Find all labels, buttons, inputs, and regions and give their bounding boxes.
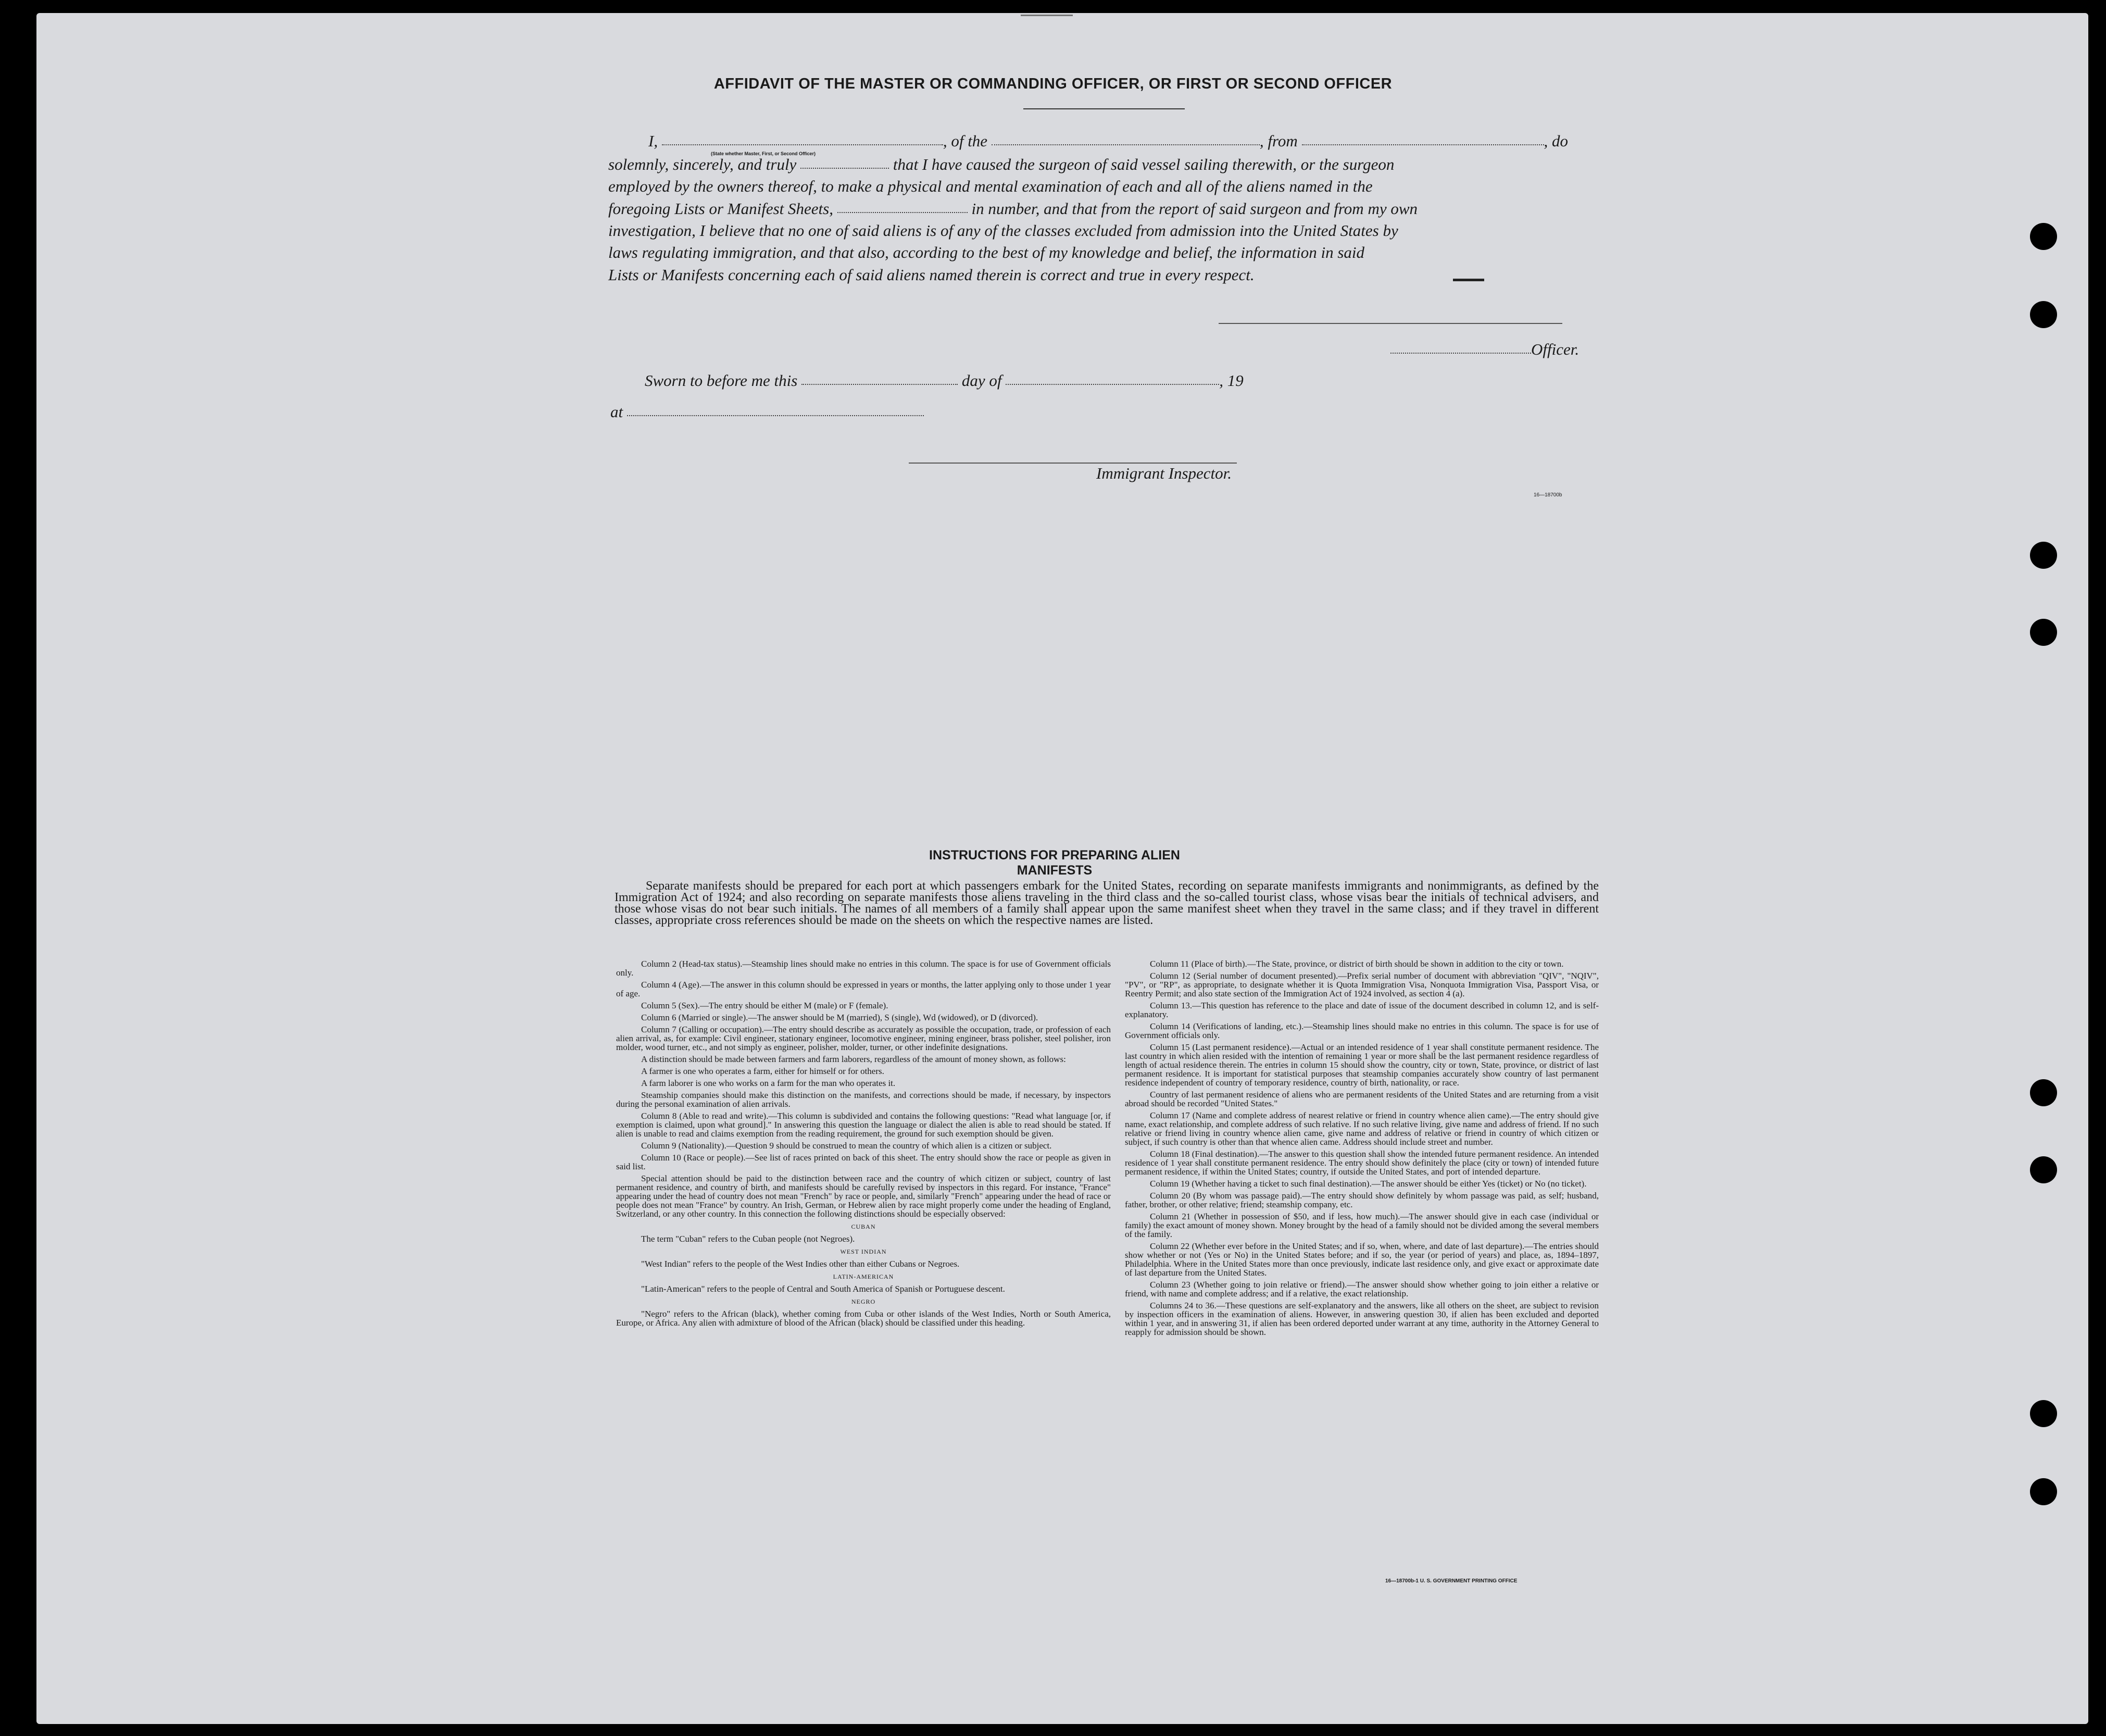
right-paragraph: Country of last permanent residence of aliens who are permanent residents of the United States and are returning from a visit abroad should be recorded "United States." <box>1125 1090 1599 1108</box>
left-paragraph: Column 8 (Able to read and write).—This column is subdivided and contains the following questions: "Read what language [or, if exemption is claimed, upon what ground]." In answering this question the language or dialect the alien is able to read should be stated. If alien is unable to read and claims exemption from the reading requirement, the ground for such exemption should be given. <box>616 1111 1111 1139</box>
instructions-right-column <box>1125 959 1599 1340</box>
left-paragraph: Column 5 (Sex).—The entry should be either M (male) or F (female). <box>641 1001 888 1010</box>
right-paragraph: Column 21 (Whether in possession of $50, and if less, how much).—The answer should give in each case (individual or family) the exact amount of money shown. Money brought by the head of a family should not be divided among the several members of the family. <box>1125 1212 1599 1239</box>
right-paragraph: Column 22 (Whether ever before in the United States; and if so, when, where, and date of last departure).—The entries should show whether or not (Yes or No) in the United States before; and if so, the year (or period of years) and place, as, 1894–1897, Philadelphia. Where in the United States more than once previously, indicate last residence only, and give exact or approximate date of last departure from the United States. <box>1125 1241 1599 1278</box>
right-paragraph: Columns 24 to 36.—These questions are self-explanatory and the answers, like all others on the sheet, are subject to revision by inspection officers in the examination of aliens. However, in answering question 30, if alien has been excluded and deported within 1 year, and in answering 31, if alien has been ordered deported under warrant at any time, authority in the Attorney General to reapply for admission should be shown. <box>1125 1301 1599 1337</box>
printing-office-footer: 16—18700b-1 U. S. GOVERNMENT PRINTING OFFICE <box>1385 1578 1518 1584</box>
instructions-intro: Separate manifests should be prepared for each port at which passengers embark for the United States, recording on separate manifests immigrants and nonimmigrants, as defined by the Immigration Act of 1924; and also recording on separate manifests those aliens traveling in the third class and the so-called tourist class, whose visas bear the initials of technical advisers, and those whose visas do not bear such initials. The names of all members of a family shall appear upon the same manifest sheet when they travel in the same class; and if they travel in different classes, appropriate cross references should be made on the sheets on which the respective names are listed. <box>615 879 1599 927</box>
west-indian-text: "West Indian" refers to the people of the West Indies other than either Cubans or Negroes. <box>641 1259 960 1269</box>
right-paragraph: Column 19 (Whether having a ticket to such final destination).—The answer should be either Yes (ticket) or No (no ticket). <box>1150 1179 1587 1189</box>
from-label: , from <box>1259 132 1298 150</box>
left-paragraph: Column 6 (Married or single).—The answer should be M (married), S (single), Wd (widowed), or D (divorced). <box>641 1013 1038 1022</box>
officer-signature <box>1390 341 1579 357</box>
affidavit-line-3: employed by the owners thereof, to make a physical and mental examination of each and all of the aliens named in the <box>608 177 1373 195</box>
instructions-left-column <box>616 959 1111 1330</box>
right-paragraph: Column 11 (Place of birth).—The State, province, or district of birth should be shown in addition to the city or town. <box>1150 959 1564 969</box>
binder-hole <box>2030 1478 2057 1505</box>
negro-text: "Negro" refers to the African (black), whether coming from Cuba or other islands of the West Indies, North or South America, Europe, or Africa. Any alien with admixture of blood of the African (black) should be classified under this heading. <box>616 1309 1111 1328</box>
affidavit-title: AFFIDAVIT OF THE MASTER OR COMMANDING OFFICER, OR FIRST OR SECOND OFFICER <box>713 76 1393 92</box>
negro-heading: NEGRO <box>851 1298 876 1305</box>
binder-hole <box>2030 542 2057 569</box>
right-paragraph: Column 18 (Final destination).—The answer to this question shall show the intended future permanent residence. An intended residence of 1 year shall constitute permanent residence. The entry should show definitely the place (city or town) of intended future permanent residence, if within the United States; country, if outside the United States, and port of intended departure. <box>1125 1149 1599 1177</box>
at-place-field[interactable] <box>627 415 924 416</box>
left-paragraph: Special attention should be paid to the distinction between race and the country of which citizen or subject, country of last permanent residence, and country of birth, and manifests should be carefully revised by inspectors in this regard. For instance, "France" appearing under the head of country does not mean "French" by race or people, and, similarly "French" appearing under the head of race or people does not mean "France" by country. An Irish, German, or Hebrew alien by race might properly come under the heading of England, Switzerland, or any other country. In this connection the following distinctions should be especially observed: <box>616 1173 1111 1219</box>
affidavit-line-4 <box>608 201 1418 217</box>
right-paragraph: Column 12 (Serial number of document presented).—Prefix serial number of document with abbreviation "QIV", "NQIV", "PV", or "RP", as appropriate, to designate whether it is Quota Immigration Visa, Nonquota Immigration Visa, Passport Visa, or Reentry Permit; and also state section of the Immigration Act of 1924 involved, as section 4 (a). <box>1125 971 1599 998</box>
left-paragraph: Column 7 (Calling or occupation).—The entry should describe as accurately as possible the occupation, trade, or profession of each alien arrival, as, for example: Civil engineer, stationary engineer, locomotive engineer, mining engineer, brass polisher, steel polisher, iron molder, wood turner, etc., and not simply as engineer, polisher, molder, turner, or other indefinite designations. <box>616 1025 1111 1052</box>
left-paragraph: Steamship companies should make this distinction on the manifests, and corrections should be made, if necessary, by inspectors during the personal examination of alien arrivals. <box>616 1090 1111 1109</box>
left-paragraph: Column 4 (Age).—The answer in this column should be expressed in years or months, the latter applying only to those under 1 year of age. <box>616 980 1111 998</box>
instructions-title: INSTRUCTIONS FOR PREPARING ALIEN MANIFESTS <box>929 848 1180 878</box>
binder-hole <box>2030 223 2057 250</box>
sworn-label: Sworn to before me this <box>645 371 798 390</box>
line2-start: solemnly, sincerely, and truly <box>608 155 797 173</box>
officer-signature-field[interactable] <box>1390 353 1531 354</box>
edge-mark <box>0 396 18 448</box>
binder-hole <box>2030 1079 2057 1106</box>
sworn-month-field[interactable] <box>1006 384 1219 385</box>
at-line <box>610 404 924 420</box>
line4-start: foregoing Lists or Manifest Sheets, <box>608 199 833 218</box>
from-port-field[interactable] <box>1302 144 1544 145</box>
right-paragraph: Column 14 (Verifications of landing, etc.).—Steamship lines should make no entries in this column. The space is for use of Government officials only. <box>1125 1021 1599 1040</box>
officer-label: Officer. <box>1531 340 1580 358</box>
left-paragraph: Column 2 (Head-tax status).—Steamship lines should make no entries in this column. The space is for use of Government officials only. <box>616 959 1111 978</box>
affidavit-line-6: laws regulating immigration, and that also, according to the best of my knowledge and belief, the information in said <box>608 243 1365 261</box>
binder-hole <box>2030 301 2057 328</box>
line2-rest: that I have caused the surgeon of said vessel sailing therewith, or the surgeon <box>893 155 1395 173</box>
west-indian-heading: WEST INDIAN <box>840 1248 887 1255</box>
binder-hole <box>2030 1400 2057 1427</box>
pen-mark <box>1453 279 1484 281</box>
cuban-heading: CUBAN <box>851 1223 876 1230</box>
of-the-label: , of the <box>943 132 988 150</box>
right-paragraph: Column 23 (Whether going to join relative or friend).—The answer should show whether going to join either a relative or friend, with name and complete address; and if a relative, the exact relationship. <box>1125 1280 1599 1298</box>
left-paragraph: Column 9 (Nationality).—Question 9 should be construed to mean the country of which alien is a citizen or subject. <box>641 1141 1052 1151</box>
at-label: at <box>610 403 623 421</box>
day-of-label: day of <box>961 371 1002 390</box>
right-paragraph: Column 13.—This question has reference to the place and date of issue of the document described in column 12, and is self-explanatory. <box>1125 1001 1599 1019</box>
line4-rest: in number, and that from the report of said surgeon and from my own <box>971 199 1418 218</box>
affidavit-line-1 <box>648 133 1568 149</box>
vessel-name-field[interactable] <box>992 144 1260 145</box>
cuban-text: The term "Cuban" refers to the Cuban people (not Negroes). <box>641 1234 855 1244</box>
right-paragraph: Column 17 (Name and complete address of nearest relative or friend in country whence alien came).—The entry should give name, exact relationship, and complete address of such relative. If no such relative living, give name and address of friend. If no such relative or friend living in country whence alien came, give name and address of relative or friend in country of which citizen or subject, if such country is other than that whence alien came. Address should include street and number. <box>1125 1110 1599 1147</box>
do-label: , do <box>1544 132 1568 150</box>
latin-american-heading: LATIN-AMERICAN <box>833 1273 894 1280</box>
officer-rank-field[interactable] <box>662 144 943 145</box>
title-rule <box>1023 108 1185 109</box>
left-paragraph: A farm laborer is one who works on a farm for the man who operates it. <box>641 1078 896 1088</box>
form-number: 16—18700b <box>1534 492 1562 498</box>
binder-hole <box>2030 1156 2057 1183</box>
right-paragraph: Column 15 (Last permanent residence).—Actual or an intended residence of 1 year shall constitute permanent residence. The last country in which alien resided with the intention of remaining 1 year or more shall be the last permanent residence regardless of length of actual residence therein. The entries in column 15 should show the country, city or town, State, province, or district of last permanent residence. It is important for statistical purposes that steamship companies accurately show country of last permanent residence independent of country of temporary residence, country of birth, nationality, or race. <box>1125 1042 1599 1088</box>
year-label: , 19 <box>1219 371 1244 390</box>
binder-hole <box>2030 619 2057 646</box>
manifest-count-field[interactable] <box>837 212 968 213</box>
sworn-day-field[interactable] <box>801 384 958 385</box>
i-label: I, <box>648 132 658 150</box>
left-paragraph: Column 10 (Race or people).—See list of races printed on back of this sheet. The entry should show the race or people as given in said list. <box>616 1153 1111 1171</box>
signature-line[interactable] <box>1219 323 1562 324</box>
inspector-label: Immigrant Inspector. <box>1096 464 1232 482</box>
left-paragraph: A distinction should be made between farmers and farm laborers, regardless of the amount of money shown, as follows: <box>641 1054 1066 1064</box>
affidavit-line-5: investigation, I believe that no one of said aliens is of any of the classes excluded from admission into the United States by <box>608 221 1398 240</box>
truly-field[interactable] <box>800 168 889 169</box>
sworn-line <box>645 372 1244 389</box>
affidavit-line-7: Lists or Manifests concerning each of said aliens named therein is correct and true in every respect. <box>608 266 1255 284</box>
right-paragraph: Column 20 (By whom was passage paid).—The entry should show definitely by whom passage was paid, as self; husband, father, brother, or other relative; friend; steamship company, etc. <box>1125 1191 1599 1209</box>
affidavit-line-2 <box>608 156 1394 172</box>
rank-note: (State whether Master, First, or Second Officer) <box>711 151 816 156</box>
top-mark <box>1021 15 1073 16</box>
latin-american-text: "Latin-American" refers to the people of Central and South America of Spanish or Portuguese descent. <box>641 1284 1005 1294</box>
left-paragraph: A farmer is one who operates a farm, either for himself or for others. <box>641 1066 884 1076</box>
inspector-line[interactable] <box>909 463 1237 464</box>
